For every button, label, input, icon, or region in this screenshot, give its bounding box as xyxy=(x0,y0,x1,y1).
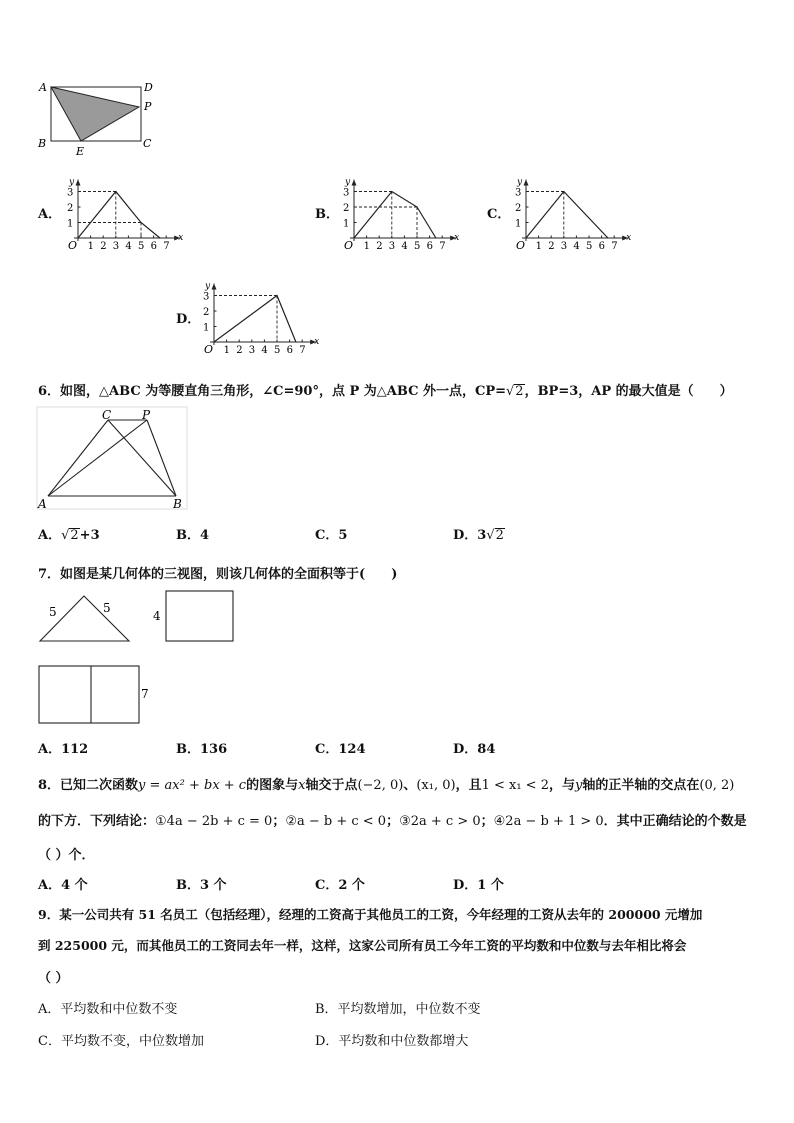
q9-line-1: 9．某一公司共有 51 名员工（包括经理），经理的工资高于其他员工的工资，今年经理的工资从去年的 200000 元增加 xyxy=(38,907,703,922)
radical-sign: √ xyxy=(505,384,515,399)
graph-line xyxy=(78,192,160,239)
triangle-figure xyxy=(36,406,188,510)
q8-text-1c: 轴交于点 xyxy=(305,778,358,793)
label-E: E xyxy=(76,145,85,158)
q6-opt-d-pre: D．3 xyxy=(453,528,487,543)
y-tick-label: 1 xyxy=(67,218,74,230)
q6-text-b: △ABC 为等腰直角三角形，∠C=90°，点 P 为△ABC 外一点，CP= xyxy=(99,384,506,399)
q5-option-a-label: A． xyxy=(38,207,62,222)
origin-label: O xyxy=(344,239,354,252)
q8-sep-3: ； xyxy=(480,814,494,829)
q6-opt-a-sqrt: 2 xyxy=(70,528,79,543)
x-tick-label: 4 xyxy=(261,345,268,356)
q8-conclusion-1: ①4a − 2b + c = 0 xyxy=(155,814,273,829)
q9-line-2: 到 225000 元，而其他员工的工资同去年一样，这样，这家公司所有员工今年工资的平均数和中位数与去年相比将会 xyxy=(38,938,687,953)
x-tick-label: 4 xyxy=(401,241,408,252)
y-axis-label: y xyxy=(69,177,75,188)
x-tick-label: 1 xyxy=(87,241,94,252)
y-tick-label: 1 xyxy=(343,218,350,230)
origin-label: O xyxy=(516,239,526,252)
q8-option-d: D．1 个 xyxy=(453,878,504,893)
q9-option-a: A．平均数和中位数不变 xyxy=(38,1002,178,1017)
y-axis-arrow xyxy=(524,180,529,186)
q8-text-1e: ，且 xyxy=(455,778,482,793)
y-tick-label: 2 xyxy=(343,203,350,214)
label-D: D xyxy=(144,81,153,94)
x-tick-label: 1 xyxy=(223,345,230,356)
q9-line-3: （ ） xyxy=(38,971,69,986)
x-tick-label: 7 xyxy=(299,345,306,356)
label-B: B xyxy=(173,497,182,510)
x-tick-label: 4 xyxy=(125,241,132,252)
x-tick-label: 2 xyxy=(100,241,107,252)
y-tick-label: 3 xyxy=(343,187,350,199)
radical-sign: √ xyxy=(486,528,495,543)
q8-point-1: (−2, 0) xyxy=(357,778,404,793)
q8-conclusion-2: ②a − b + c < 0 xyxy=(285,814,387,829)
q5-option-c-label: C． xyxy=(487,207,511,222)
y-tick-label: 1 xyxy=(515,218,522,230)
y-tick-label: 3 xyxy=(67,187,74,199)
y-tick-label: 1 xyxy=(203,322,210,334)
x-axis-label: x xyxy=(626,233,632,243)
y-axis-arrow xyxy=(212,284,217,290)
radical-sign: √ xyxy=(61,528,70,543)
q8-conclusion-3: ③2a + c > 0 xyxy=(399,814,481,829)
x-tick-label: 6 xyxy=(598,241,605,252)
label-P: P xyxy=(142,408,151,422)
q8-text-2a: 的下方．下列结论： xyxy=(38,814,156,829)
q6-option-d xyxy=(453,524,505,543)
q6-text-c: ，BP=3，AP 的最大值是（ ） xyxy=(524,384,733,399)
side-label-right: 5 xyxy=(103,601,111,615)
y-axis-label: y xyxy=(345,177,351,188)
x-tick-label: 1 xyxy=(535,241,542,252)
x-tick-label: 3 xyxy=(560,241,568,252)
q6-opt-d-sqrt: 2 xyxy=(495,528,504,543)
q8-line-2 xyxy=(38,810,747,829)
x-tick-label: 6 xyxy=(150,241,157,252)
q6-question xyxy=(38,380,733,399)
x-tick-label: 2 xyxy=(376,241,383,252)
x-tick-label: 6 xyxy=(426,241,433,252)
label-B: B xyxy=(38,137,47,150)
graph-line xyxy=(526,192,608,239)
three-views-figure xyxy=(36,588,256,728)
q8-text-1f: ，与 xyxy=(548,778,575,793)
q8-text-1g: 轴的正半轴的交点在 xyxy=(582,778,700,793)
graph-line xyxy=(354,192,436,239)
q8-sep-2: ； xyxy=(386,814,400,829)
q8-option-b: B．3 个 xyxy=(176,878,227,893)
rectangle-figure xyxy=(34,78,164,160)
x-tick-label: 3 xyxy=(248,345,256,356)
x-tick-label: 2 xyxy=(236,345,243,356)
y-tick-label: 2 xyxy=(203,307,210,318)
length-label: 7 xyxy=(141,687,149,701)
q6-option-c: C．5 xyxy=(315,528,348,543)
q7-option-b: B．136 xyxy=(176,742,228,757)
q6-text-a: 6．如图， xyxy=(38,384,100,399)
q8-point-3: (0, 2) xyxy=(699,778,735,793)
q5-graph-a xyxy=(62,170,192,252)
side-label-left: 5 xyxy=(49,605,57,619)
y-axis-arrow xyxy=(352,180,357,186)
q5-option-d-label: D． xyxy=(176,312,201,327)
x-axis-label: x xyxy=(314,337,320,347)
label-P: P xyxy=(144,100,152,113)
x-tick-label: 5 xyxy=(138,241,145,252)
x-tick-label: 5 xyxy=(586,241,593,252)
q8-option-a: A．4 个 xyxy=(38,878,88,893)
q8-text-1d: 、 xyxy=(403,778,417,793)
q7-option-c: C．124 xyxy=(315,742,366,757)
x-tick-label: 3 xyxy=(112,241,120,252)
q8-ineq: 1 < x₁ < 2 xyxy=(481,778,549,793)
q5-graph-c xyxy=(510,170,640,252)
q8-line-1 xyxy=(38,774,734,793)
q8-func: y = ax² + bx + c xyxy=(138,778,247,793)
q5-graph-d xyxy=(198,274,328,358)
y-axis-label: y xyxy=(205,281,211,292)
label-A: A xyxy=(39,81,47,94)
q8-line-3: （ ）个． xyxy=(38,848,95,863)
x-tick-label: 6 xyxy=(286,345,293,356)
x-tick-label: 7 xyxy=(611,241,618,252)
q6-opt-a-post: +3 xyxy=(79,528,100,543)
q8-option-c: C．2 个 xyxy=(315,878,365,893)
q6-sqrt: 2 xyxy=(515,384,524,399)
label-A: A xyxy=(38,497,47,510)
origin-label: O xyxy=(204,343,214,356)
y-tick-label: 3 xyxy=(515,187,522,199)
q8-text-1a: 8．已知二次函数 xyxy=(38,778,139,793)
y-axis-label: y xyxy=(517,177,523,188)
q8-text-2b: ．其中正确结论的个数是 xyxy=(603,814,747,829)
x-tick-label: 7 xyxy=(163,241,170,252)
q8-sep-1: ； xyxy=(272,814,286,829)
y-tick-label: 2 xyxy=(67,203,74,214)
graph-line xyxy=(214,296,296,343)
x-tick-label: 7 xyxy=(439,241,446,252)
q8-y: y xyxy=(575,778,583,793)
label-C: C xyxy=(102,408,112,422)
q5-graph-b xyxy=(338,170,468,252)
q9-option-b: B．平均数增加，中位数不变 xyxy=(315,1002,481,1017)
q8-x: x xyxy=(298,778,306,793)
q7-option-d: D．84 xyxy=(453,742,496,757)
x-tick-label: 1 xyxy=(363,241,370,252)
x-tick-label: 5 xyxy=(414,241,421,252)
origin-label: O xyxy=(68,239,78,252)
q7-question: 7．如图是某几何体的三视图，则该几何体的全面积等于( ) xyxy=(38,567,398,582)
x-tick-label: 2 xyxy=(548,241,555,252)
q8-conclusion-4: ④2a − b + 1 > 0 xyxy=(493,814,604,829)
x-tick-label: 5 xyxy=(274,345,281,356)
x-axis-label: x xyxy=(454,233,460,243)
y-tick-label: 2 xyxy=(515,203,522,214)
x-axis-label: x xyxy=(178,233,184,243)
q9-option-d: D．平均数和中位数都增大 xyxy=(315,1034,469,1049)
y-axis-arrow xyxy=(76,180,81,186)
q8-text-1b: 的图象与 xyxy=(246,778,299,793)
y-tick-label: 3 xyxy=(203,291,210,303)
q7-option-a: A．112 xyxy=(38,742,89,757)
q9-option-c: C．平均数不变，中位数增加 xyxy=(38,1034,204,1049)
q6-opt-a-pre: A． xyxy=(38,528,62,543)
q6-option-b: B．4 xyxy=(176,528,210,543)
height-label: 4 xyxy=(153,609,161,623)
x-tick-label: 4 xyxy=(573,241,580,252)
q5-option-b-label: B． xyxy=(315,207,339,222)
q6-option-a xyxy=(38,524,100,543)
label-C: C xyxy=(143,137,152,150)
q8-point-2: (x₁, 0) xyxy=(416,778,456,793)
x-tick-label: 3 xyxy=(388,241,396,252)
